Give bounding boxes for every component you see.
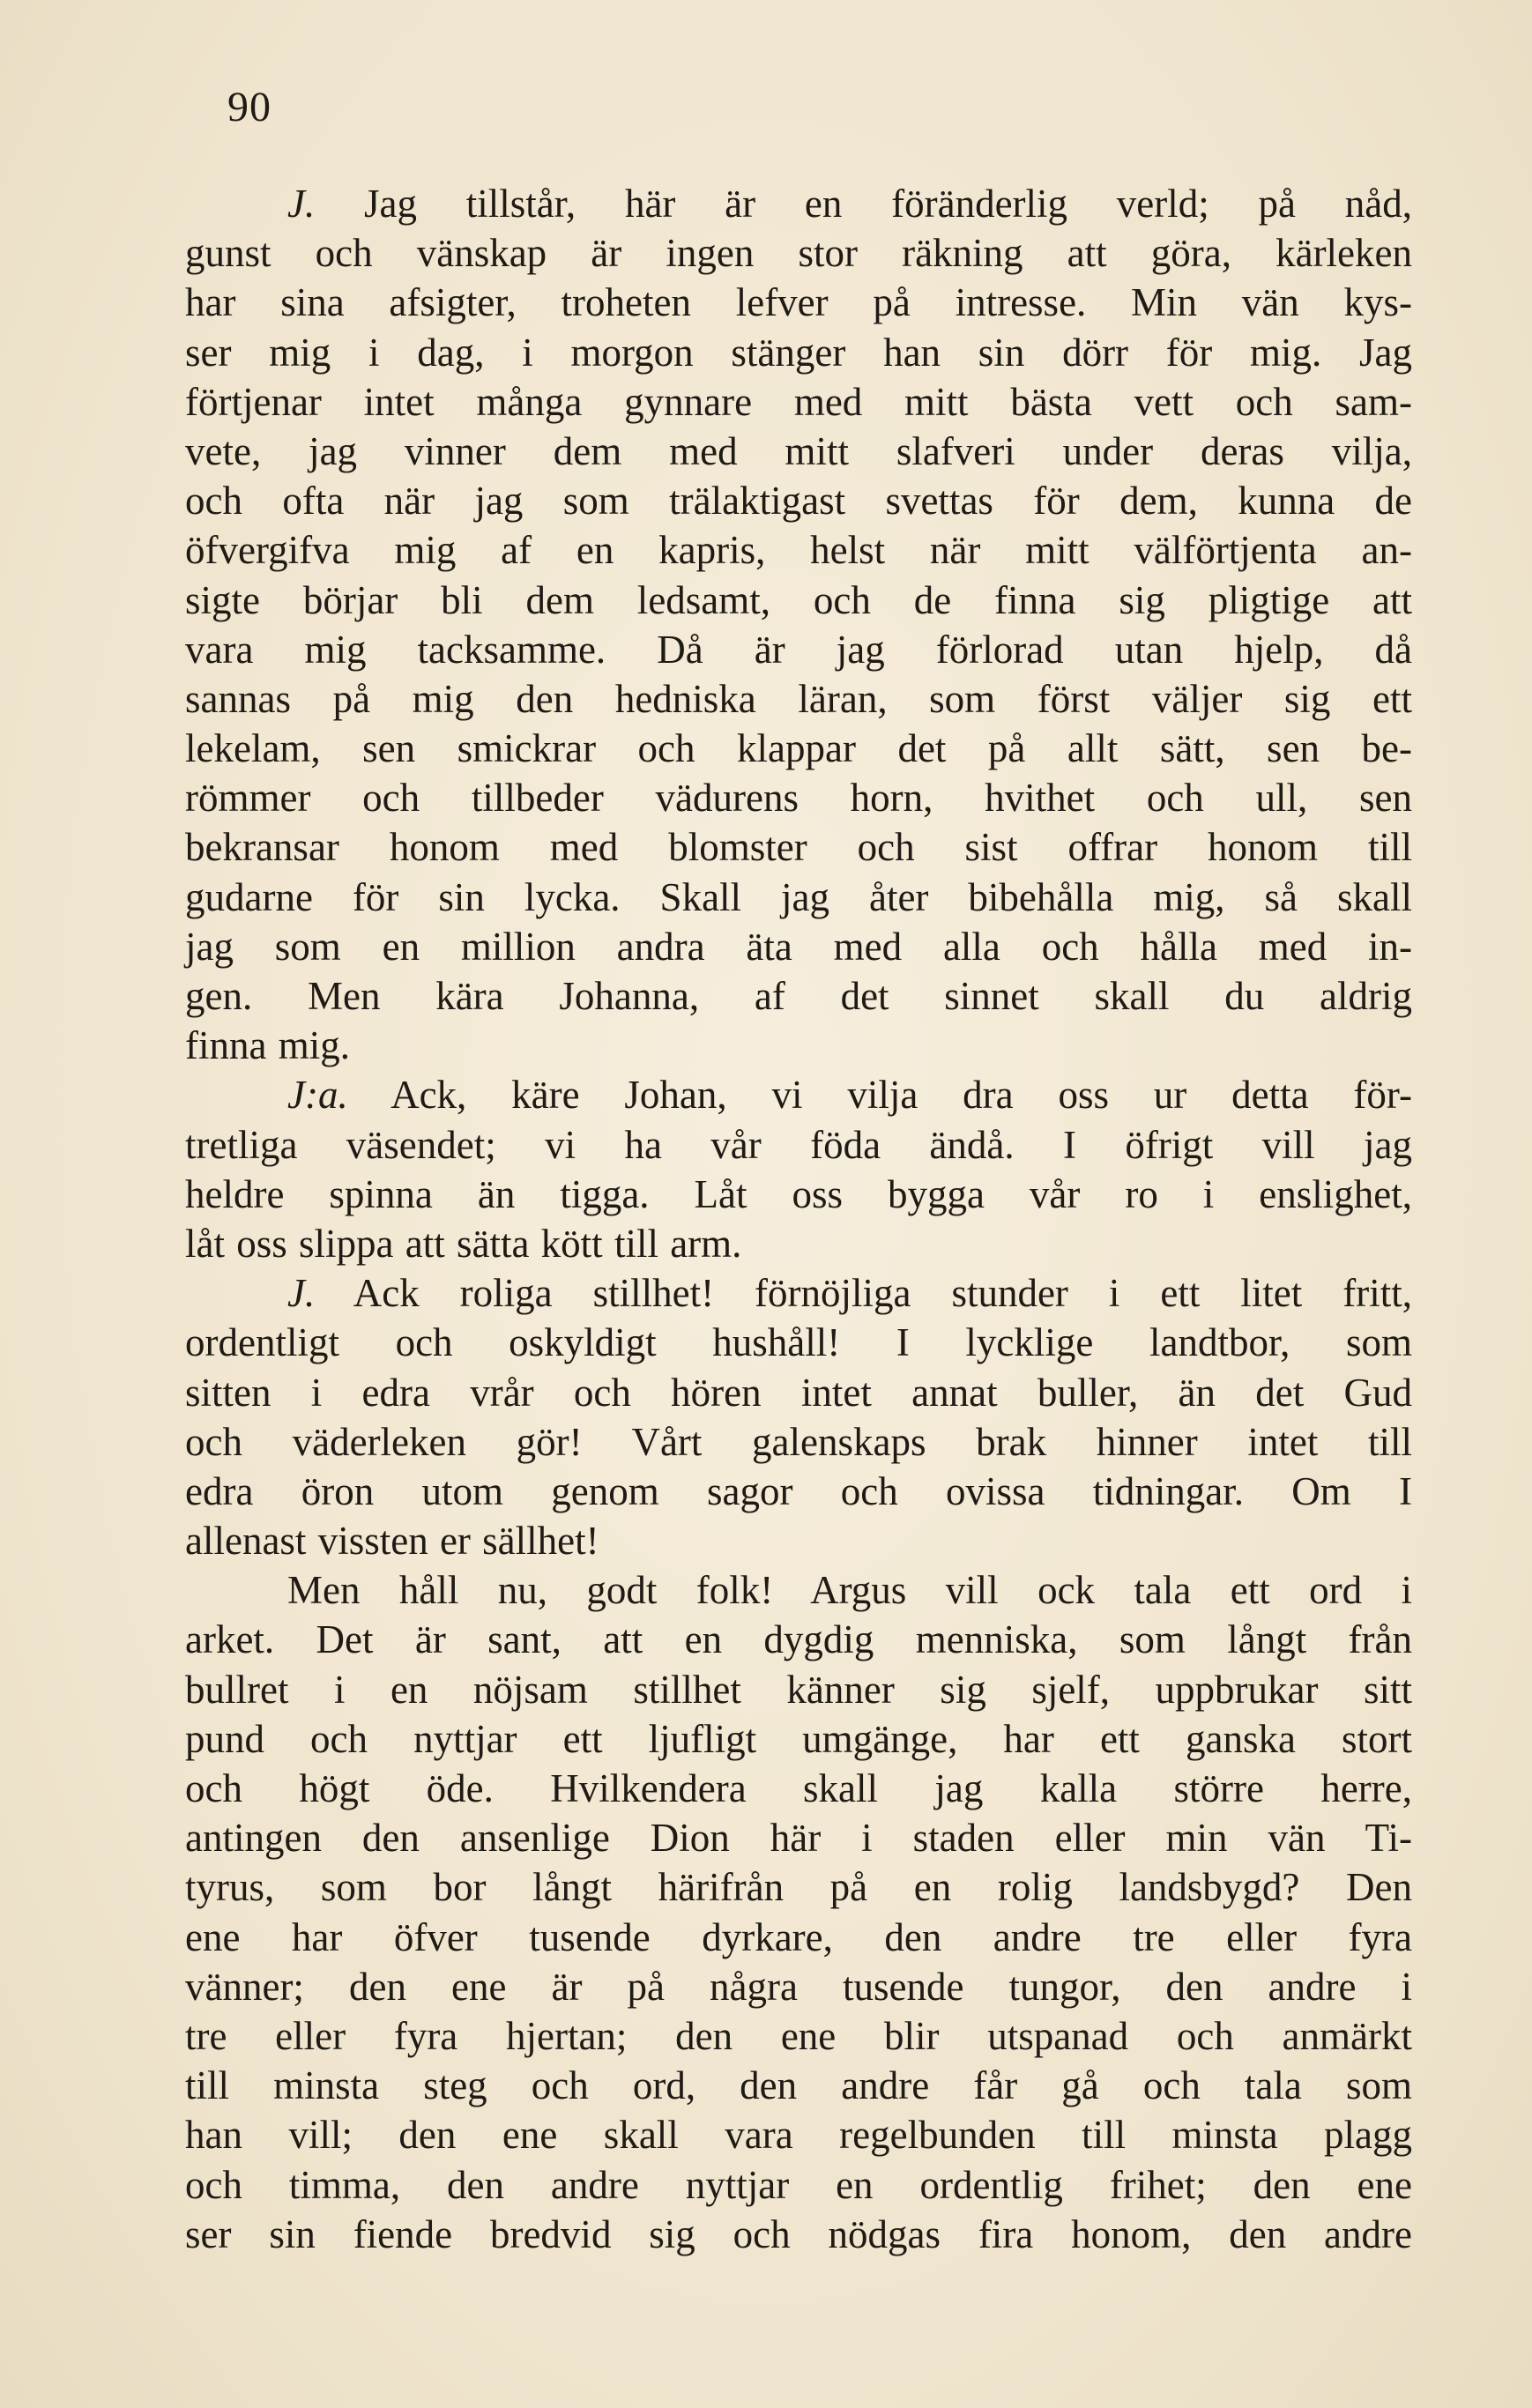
text-line: lekelam, sen smickrar och klappar det på allt sätt, sen be- <box>185 726 1412 771</box>
text-line: ser sin fiende bredvid sig och nödgas fira honom, den andre <box>185 2211 1412 2256</box>
text-line: gudarne för sin lycka. Skall jag åter bibehålla mig, så skall <box>185 874 1412 919</box>
text-line: pund och nyttjar ett ljufligt umgänge, har ett ganska stort <box>185 1716 1412 1761</box>
speaker-label: J. <box>287 1271 316 1316</box>
text-line: jag som en million andra äta med alla och hålla med in- <box>185 924 1412 969</box>
text-line: ene har öfver tusende dyrkare, den andre tre eller fyra <box>185 1914 1412 1959</box>
speaker-label: J:a. <box>287 1073 348 1118</box>
text-line: gunst och vänskap är ingen stor räkning att göra, kärleken <box>185 231 1412 276</box>
text-line: ser mig i dag, i morgon stänger han sin dörr för mig. Jag <box>185 330 1412 375</box>
text-line: antingen den ansenlige Dion här i staden eller min vän Ti- <box>185 1816 1412 1861</box>
text-line: gen. Men kära Johanna, af det sinnet skall du aldrig <box>185 974 1412 1018</box>
line-text: Jag tillstår, här är en föränderlig verld; på nåd, <box>364 182 1412 226</box>
text-line: förtjenar intet många gynnare med mitt bästa vett och sam- <box>185 379 1412 424</box>
text-line: och ofta när jag som trälaktigast svettas för dem, kunna de <box>185 479 1412 524</box>
text-line: bekransar honom med blomster och sist offrar honom till <box>185 825 1412 870</box>
text-line: Men håll nu, godt folk! Argus vill ock tala ett ord i <box>287 1568 1412 1613</box>
text-line: bullret i en nöjsam stillhet känner sig sjelf, uppbrukar sitt <box>185 1667 1412 1712</box>
text-line: sitten i edra vrår och hören intet annat buller, än det Gud <box>185 1370 1412 1415</box>
text-line: till minsta steg och ord, den andre får gå och tala som <box>185 2063 1412 2108</box>
text-line: tretliga väsendet; vi ha vår föda ändå. I öfrigt vill jag <box>185 1122 1412 1167</box>
body-text <box>185 179 1412 2259</box>
text-line: låt oss slippa att sätta kött till arm. <box>185 1221 742 1266</box>
text-line: vara mig tacksamme. Då är jag förlorad utan hjelp, då <box>185 627 1412 672</box>
text-line: edra öron utom genom sagor och ovissa tidningar. Om I <box>185 1468 1412 1513</box>
text-line: och högt öde. Hvilkendera skall jag kalla större herre, <box>185 1766 1412 1810</box>
text-line: tyrus, som bor långt härifrån på en rolig landsbygd? Den <box>185 1865 1412 1910</box>
text-line <box>185 179 1412 228</box>
text-line: och timma, den andre nyttjar en ordentlig frihet; den ene <box>185 2162 1412 2207</box>
text-line: öfvergifva mig af en kapris, helst när mitt välförtjenta an- <box>185 528 1412 573</box>
text-line: ordentligt och oskyldigt hushåll! I lycklige landtbor, som <box>185 1320 1412 1365</box>
text-line <box>185 1268 1412 1318</box>
text-line <box>185 1070 1412 1119</box>
speaker-label: J. <box>287 182 316 226</box>
text-line: vänner; den ene är på några tusende tungor, den andre i <box>185 1964 1412 2009</box>
text-line: römmer och tillbeder vädurens horn, hvithet och ull, sen <box>185 776 1412 821</box>
text-line: sigte börjar bli dem ledsamt, och de finna sig pligtige att <box>185 577 1412 622</box>
text-line: allenast vissten er sällhet! <box>185 1519 599 1564</box>
line-text: Ack roliga stillhet! förnöjliga stunder i ett litet fritt, <box>353 1271 1412 1316</box>
text-line: heldre spinna än tigga. Låt oss bygga vår ro i enslighet, <box>185 1171 1412 1216</box>
text-line: han vill; den ene skall vara regelbunden till minsta plagg <box>185 2113 1412 2158</box>
text-line: har sina afsigter, troheten lefver på intresse. Min vän kys- <box>185 280 1412 325</box>
text-line: arket. Det är sant, att en dygdig menniska, som långt från <box>185 1617 1412 1662</box>
text-line: tre eller fyra hjertan; den ene blir utspanad och anmärkt <box>185 2013 1412 2058</box>
page-number: 90 <box>227 84 271 130</box>
text-line: vete, jag vinner dem med mitt slafveri under deras vilja, <box>185 428 1412 473</box>
line-text: Ack, käre Johan, vi vilja dra oss ur detta för- <box>390 1073 1412 1118</box>
text-line: sannas på mig den hedniska läran, som först väljer sig ett <box>185 676 1412 721</box>
text-line: finna mig. <box>185 1023 350 1068</box>
text-line: och väderleken gör! Vårt galenskaps brak hinner intet till <box>185 1419 1412 1464</box>
